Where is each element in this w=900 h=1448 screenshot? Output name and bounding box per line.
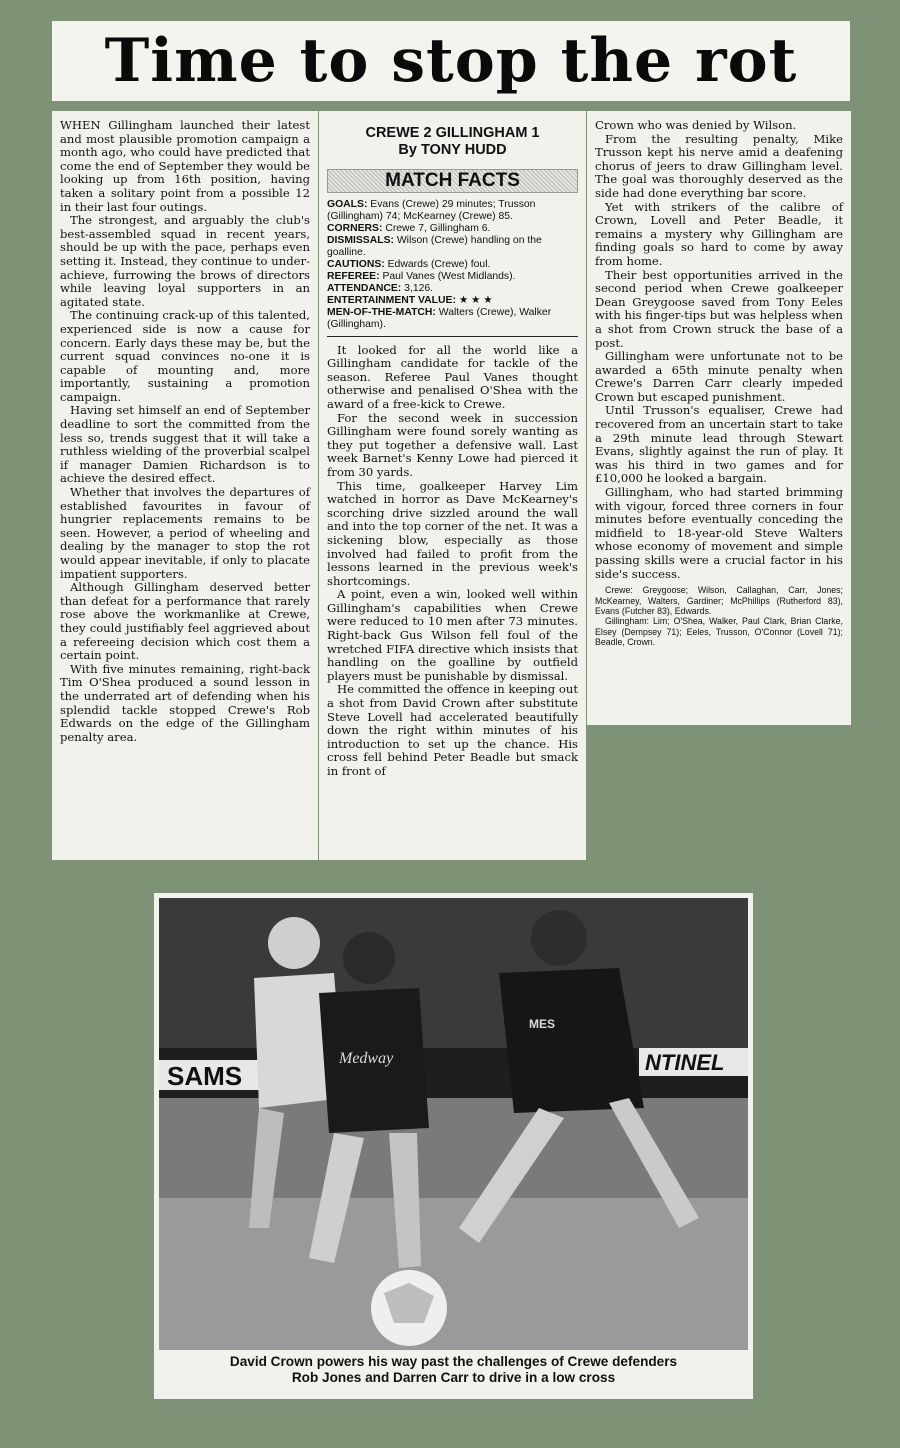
article-paragraph: Crown who was denied by Wilson. [595,118,797,132]
article-paragraph: Gillingham were unfortunate not to be awarded a 65th minute penalty when Crewe's Darren Carr clearly impeded Crown but escaped punishment. [595,349,843,404]
article-paragraph: With five minutes remaining, right-back Tim O'Shea produced a sound lesson in the underrated art of defending when his splendid tackle stopped Crewe's Rob Edwards on the edge of the Gillingham penalty area. [60,661,310,744]
divider [327,336,578,337]
match-facts [327,199,578,331]
facts-referee: REFEREE: Paul Vanes (West Midlands). [327,270,516,282]
star-rating-icon: ★ ★ ★ [458,294,493,306]
shirt-sponsor-text-2: MES [529,1017,556,1031]
headline-banner [52,21,850,101]
article-column-1 [52,111,318,860]
facts-cautions: CAUTIONS: Edwards (Crewe) foul. [327,258,491,270]
facts-dismissals: DISMISSALS: Wilson (Crewe) handling on the goalline. [327,234,542,258]
hoarding-text-right: NTINEL [645,1050,725,1075]
article-paragraph: Until Trusson's equaliser, Crewe had recovered from an uncertain start to take a 29th minute lead through Stewart Evans, slightly against the run of play. It was his third in two games and for £10,000 he looked a bargain. [595,403,843,486]
match-score: CREWE 2 GILLINGHAM 1 [365,125,540,141]
lineup-crewe: Crewe: Greygoose; Wilson, Callaghan, Carr, Jones; McKearney, Walters, Gardiner; McPhillips (Rutherford 83), Evans (Futcher 83), Edwards. [595,585,843,616]
photo-caption [159,1354,748,1386]
article-column-2 [319,111,586,860]
article-paragraph: He committed the offence in keeping out a shot from David Crown after substitute Steve Lovell had accelerated beautifully down the right within minutes of his introduction to set up the chance. His cross fell behind Peter Beadle but smack in front of [327,682,578,778]
article-paragraph: Their best opportunities arrived in the second period when Crewe goalkeeper Dean Greygoose saved from Tony Eeles with his finger-tips but was helpless when a shot from Crown struck the base of a post. [595,267,843,350]
headline: Time to stop the rot [104,26,798,96]
facts-goals: GOALS: Evans (Crewe) 29 minutes; Trusson (Gillingham) 74; McKearney (Crewe) 85. [327,198,536,222]
article-column-3 [587,111,851,725]
article-paragraph: The continuing crack-up of this talented, experienced side is now a cause for concern. Early days these may be, but the current squad convinces no-one it is capable of mounting and, more importantly, sustaining a promotion campaign. [60,308,310,404]
caption-line: Rob Jones and Darren Carr to drive in a low cross [291,1370,616,1385]
match-facts-heading: MATCH FACTS [327,169,578,193]
author: By TONY HUDD [398,142,507,158]
facts-motm: MEN-OF-THE-MATCH: Walters (Crewe), Walker (Gillingham). [327,306,552,330]
article-paragraph: Yet with strikers of the calibre of Crown, Lovell and Peter Beadle, it remains a mystery why Gillingham are finding goals so hard to come by away from home. [595,199,843,268]
article-paragraph: The strongest, and arguably the club's best-assembled squad in recent years, should be up with the pace, perhaps even setting it. Instead, they continue to under-achieve, furrowing the brows of directors while leaving loyal supporters in an agitated state. [60,213,310,309]
article-paragraph: It looked for all the world like a Gillingham candidate for tackle of the season. Referee Paul Vanes thought otherwise and penalised O'Shea with the award of a free-kick to Crewe. [327,342,578,411]
facts-entertainment: ENTERTAINMENT VALUE: ★ ★ ★ [327,294,493,306]
byline [327,125,578,159]
match-photo [159,898,748,1350]
article-paragraph: A point, even a win, looked well within Gillingham's capabilities when Crewe were reduced to 10 men after 73 minutes. Right-back Gus Wilson fell foul of the wretched FIFA directive which insists that handling on the goalline by outfield players must be punishable by dismissal. [327,587,578,683]
article-paragraph: Although Gillingham deserved better than defeat for a performance that rarely rose above the workmanlike at Crewe, they could justifiably feel aggrieved about a refereeing decision which cost them a certain point. [60,580,310,663]
article-paragraph: From the resulting penalty, Mike Trusson kept his nerve amid a deafening chorus of jeers to draw Gillingham level. The goal was thoroughly deserved as the side had done everything bar score. [595,131,843,200]
lineup-gillingham: Gillingham: Lim; O'Shea, Walker, Paul Clark, Brian Clarke, Elsey (Dempsey 71); Eeles, Trusson, O'Connor (Lovell 71); Beadle, Crown. [595,616,843,648]
facts-attendance: ATTENDANCE: 3,126. [327,282,434,294]
article-paragraph: WHEN Gillingham launched their latest and most plausible promotion campaign a month ago, who could have predicted that come the end of September they would be looking up from 16th position, having taken a solitary point from a possible 12 in their last four outings. [60,118,310,214]
photo-frame [154,893,753,1399]
article-paragraph: For the second week in succession Gillingham were found sorely wanting as they put together a defensive wall. Last week Barnet's Kenny Lowe had pierced it from 30 yards. [327,410,578,479]
article-paragraph: Gillingham, who had started brimming with vigour, forced three corners in four minutes before eventually conceding the midfield to 18-year-old Steve Walters whose economy of movement and simple passing skills were a crucial factor in his side's success. [595,485,843,581]
caption-line: David Crown powers his way past the challenges of Crewe defenders [229,1354,678,1369]
article-paragraph: This time, goalkeeper Harvey Lim watched in horror as Dave McKearney's scorching drive sizzled around the wall and into the top corner of the net. It was a sickening blow, especially as those involved had failed to profit from the lessons learned in the previous week's shortcomings. [327,478,578,588]
facts-corners: CORNERS: Crewe 7, Gillingham 6. [327,222,491,234]
shirt-sponsor-text: Medway [339,1050,394,1067]
team-lineups [595,585,843,647]
photo-illustration [159,898,748,1350]
article-paragraph: Whether that involves the departures of established favourites in favour of hungrier replacements remains to be seen. However, a period of wheeling and dealing by the manager to stop the rot would appear inevitable, if only to placate impatient supporters. [60,485,310,581]
hoarding-text-left: SAMS [167,1061,243,1091]
article-paragraph: Having set himself an end of September deadline to sort the committed from the less so, trends suggest that it will take a ruthless wielding of the proverbial scalpel if manager Damien Richardson is to achieve the desired effect. [60,403,310,486]
